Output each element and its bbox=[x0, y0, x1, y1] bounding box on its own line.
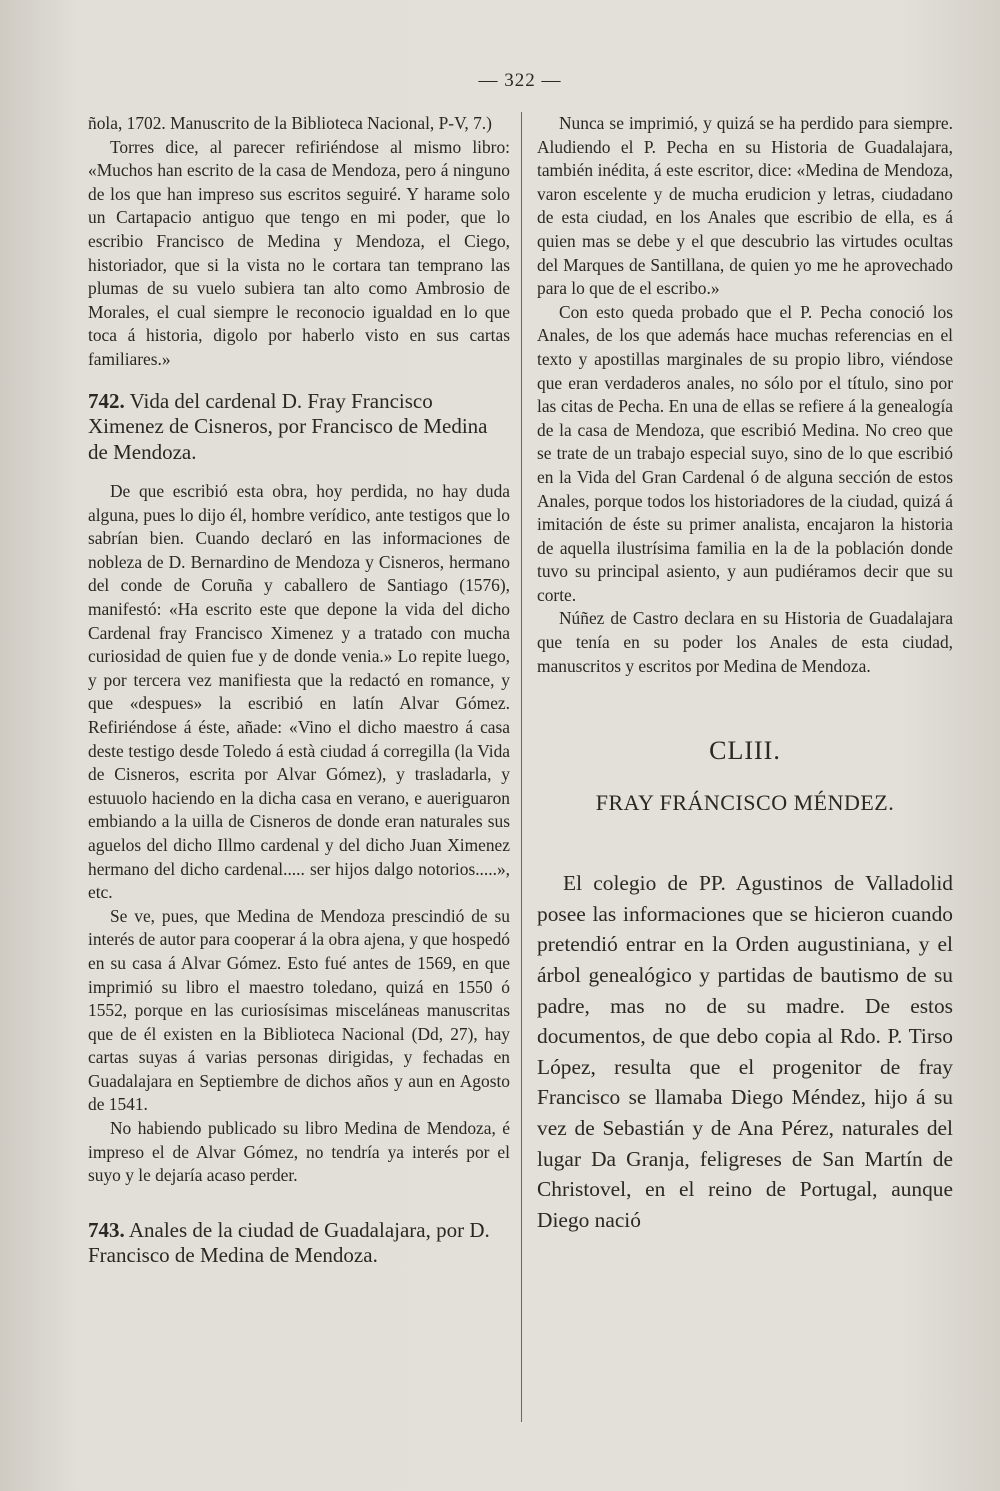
entry-title: Vida del cardenal D. Fray Francisco Ximenez de Cisneros, por Francisco de Medina de Mendoza. bbox=[88, 388, 488, 464]
entry-743-paragraph-2: Con esto queda probado que el P. Pecha conoció los Anales, de los que además hace muchas referencias en el texto y apostillas marginales de su propio libro, viéndose que eran verdaderos anales, no sólo por el título, sino por las citas de Pecha. En una de ellas se refiere á la genealogía de la casa de Mendoza, que escribió Medina. No creo que se trate de un trabajo especial suyo, sino de lo que escribió en la Vida del Gran Cardenal ó de alguna sección de estos Anales, porque todos los historiadores de la ciudad, quizá á imitación de éste su primer analista, encajaron la historia de aquella ilustrísima familia en la de la población donde tuvo su principal asiento, y aun pudiéramos decir que su corte. bbox=[537, 301, 953, 605]
entry-743-paragraph-3: Núñez de Castro declara en su Historia de Guadalajara que tenía en su poder los Anales de esta ciudad, manuscritos y escritos por Medina de Mendoza. bbox=[537, 608, 953, 676]
chapter-number: CLIII. bbox=[709, 736, 781, 766]
entry-number: 743. bbox=[88, 1217, 125, 1242]
entry-743-paragraph-1: Nunca se imprimió, y quizá se ha perdido para siempre. Aludiendo el P. Pecha en su Historia de Guadalajara, también inédita, á este escritor, dice: «Medina de Mendoza, varon escelente y de mucha erudicion y letras, ciudadano de esta ciudad, en los Anales que escribio de ella, es á quien mas se debe y el que descubrio las virtudes ocultas del Marques de Santillana, de quien yo me he aprovechado para lo que de el escribo.» bbox=[537, 113, 953, 299]
page-number: — 322 — bbox=[478, 70, 562, 91]
torres-quote-paragraph: Torres dice, al parecer refiriéndose al mismo libro: «Muchos han escrito de la casa de Mendoza, pero á ninguno de los que han impreso sus escritos seguiré. Y harame solo un Cartapacio antiguo que tengo en mi poder, que lo escribio Francisco de Medina y Mendoza, el Ciego, historiador, que si la vista no le cortara tan temprano las plumas de su vuelo subiera tan alto como Ambrosio de Morales, el cual siempre le reconocio igualdad en lo que toca á historia, digolo por haberlo visto en sus cartas familiares.» bbox=[88, 136, 510, 369]
left-column bbox=[88, 112, 510, 1284]
entry-number: 742. bbox=[88, 388, 125, 413]
chapter-title: FRAY FRÁNCISCO MÉNDEZ. bbox=[595, 790, 895, 816]
entry-742-paragraph-2: Se ve, pues, que Medina de Mendoza prescindió de su interés de autor para cooperar á la obra ajena, y que hospedó en su casa á Alvar Gómez. Esto fué antes de 1569, en que imprimió su libro el maestro toledano, quizá en 1550 ó 1552, porque en las curiosísimas misceláneas manuscritas que de él existen en la Biblioteca Nacional (Dd, 27), hay cartas suyas á varias personas dirigidas, y fechadas en Guadalajara en Septiembre de dichos años y aun en Agosto de 1541. bbox=[88, 905, 510, 1115]
entry-heading-743 bbox=[88, 1218, 510, 1269]
entry-title: Anales de la ciudad de Guadalajara, por D. Francisco de Medina de Mendoza. bbox=[88, 1217, 490, 1268]
right-column bbox=[537, 112, 953, 1235]
entry-heading-742 bbox=[88, 389, 510, 466]
column-divider bbox=[521, 112, 522, 1422]
entry-742-paragraph-1: De que escribió esta obra, hoy perdida, no hay duda alguna, pues lo dijo él, hombre verídico, ante testigos que lo sabrían bien. Cuando declaró en las informaciones de nobleza de D. Bernardino de Mendoza y Cisneros, hermano del conde de Coruña y caballero de Santiago (1576), manifestó: «Ha escrito este que depone la vida del dicho Cardenal fray Francisco Ximenez y a tratado con mucha curiosidad de quien fue y de donde venia.» Lo repite luego, y por tercera vez manifiesta que la redactó en romance, y que «despues» la escribió en latín Alvar Gómez. Refiriéndose á éste, añade: «Vino el dicho maestro á casa deste testigo desde Toledo á està ciudad á corregilla (la Vida de Cisneros, escrita por Alvar Gómez), y trasladarla, y estuuolo haciendo en la dicha casa en verano, e aueriguaron embiando a la uilla de Cisneros de donde eran naturales sus aguelos del dicho Illmo cardenal y del dicho Juan Ximenez hermano del dicho cardenal..... ser hijos dalgo notorios.....», etc. bbox=[88, 481, 510, 903]
chapter-paragraph: El colegio de PP. Agustinos de Valladolid posee las informaciones que se hicieron cuando pretendió entrar en la Orden augustiniana, y el árbol genealógico y partidas de bautismo de su padre, mas no de su madre. De estos documentos, de que debo copia al Rdo. P. Tirso López, resulta que el progenitor de fray Francisco se llamaba Diego Méndez, hijo á su vez de Sebastián y de Ana Pérez, naturales del lugar Da Granja, feligreses de San Martín de Christovel, en el reino de Portugal, aunque Diego nació bbox=[537, 871, 953, 1232]
continued-paragraph: ñola, 1702. Manuscrito de la Biblioteca Nacional, P-V, 7.) bbox=[88, 113, 492, 133]
entry-742-paragraph-3: No habiendo publicado su libro Medina de Mendoza, é impreso el de Alvar Gómez, no tendría ya interés por el suyo y le dejaría acaso perder. bbox=[88, 1118, 510, 1186]
